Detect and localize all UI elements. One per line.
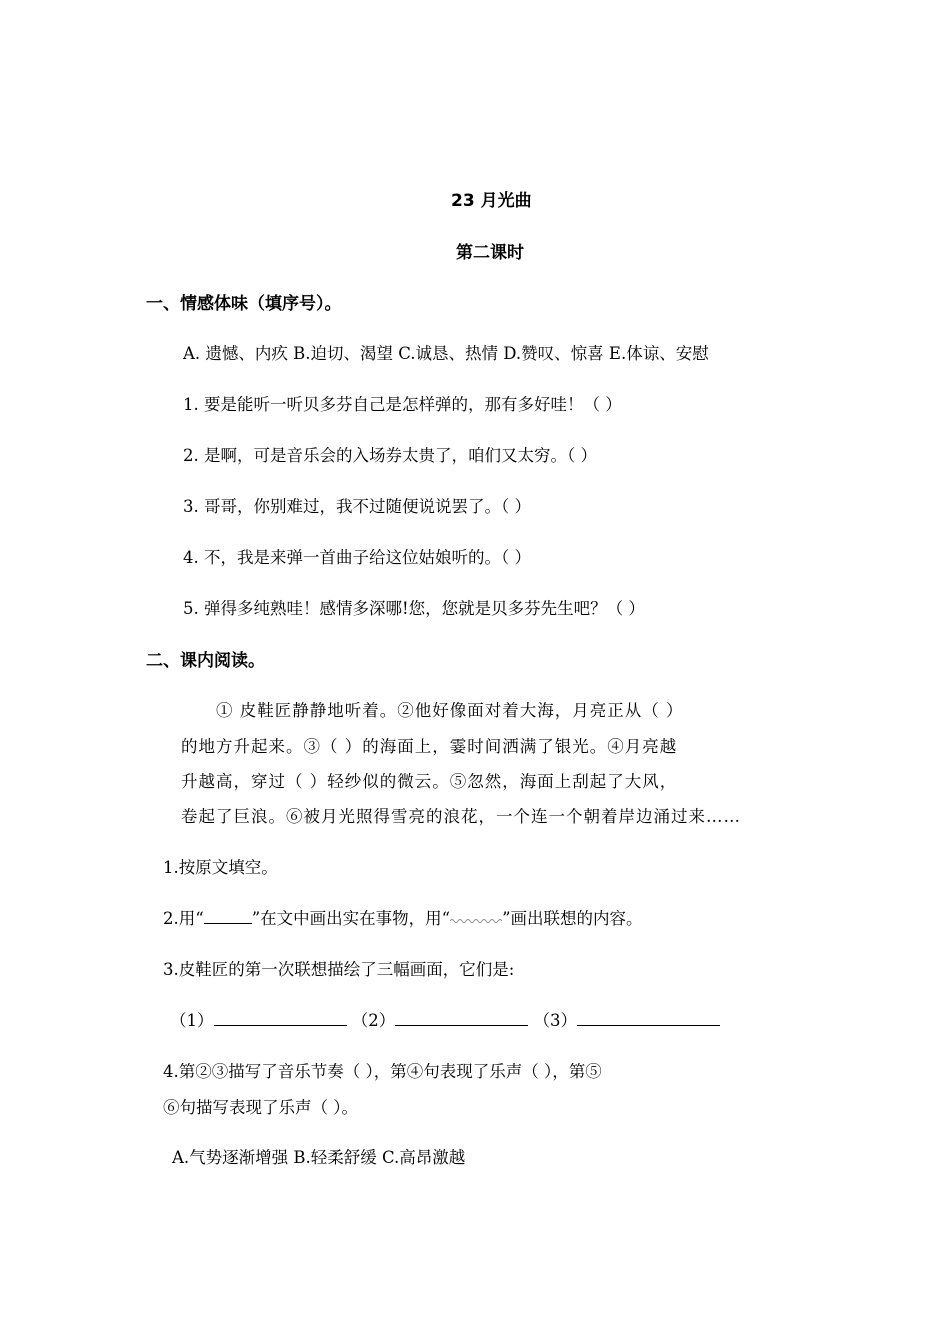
question-2-prefix: 2.用“ [163,909,204,928]
section1-options: A. 遗憾、内疚 B.迫切、渴望 C.诚恳、热情 D.赞叹、惊喜 E.体谅、安慰 [183,344,709,363]
question-4-options: A.气势逐渐增强 B.轻柔舒缓 C.高昂激越 [172,1148,466,1167]
answer-label-3: （3） [533,1011,577,1030]
question-3: 3.皮鞋匠的第一次联想描绘了三幅画面，它们是: [163,960,515,979]
answer-blank-3[interactable] [577,1024,720,1026]
section1-item-2: 2. 是啊，可是音乐会的入场券太贵了，咱们又太穷。（ ） [183,446,597,465]
question-4-line-1: 4.第②③描写了音乐节奏（ ），第④句表现了乐声（ ），第⑤ [163,1062,602,1081]
passage-line-2: 的地方升起来。③（ ）的海面上，霎时间洒满了银光。④月亮越 [181,737,678,756]
answer-blanks-row [170,1007,720,1031]
passage-line-3: 升越高，穿过（ ）轻纱似的微云。⑤忽然，海面上刮起了大风， [181,772,678,791]
answer-label-1: （1） [170,1011,214,1030]
question-1: 1.按原文填空。 [163,858,278,877]
wavy-line-sample [450,914,502,924]
question-2-mid: ”在文中画出实在事物，用“ [251,909,451,928]
straight-line-sample [204,922,252,924]
section1-item-1: 1. 要是能听一听贝多芬自己是怎样弹的，那有多好哇！（ ） [183,395,622,414]
question-2-suffix: ”画出联想的内容。 [502,909,643,928]
page-subtitle: 第二课时 [456,243,524,263]
passage-line-4: 卷起了巨浪。⑥被月光照得雪亮的浪花，一个连一个朝着岸边涌过来…… [181,807,741,826]
question-4-line-2: ⑥句描写表现了乐声（ ）。 [163,1098,358,1117]
section1-heading: 一、情感体味（填序号）。 [146,294,342,314]
section2-heading: 二、课内阅读。 [146,651,265,671]
answer-label-2: （2） [351,1011,396,1030]
section1-item-3: 3. 哥哥，你别难过，我不过随便说说罢了。（ ） [183,497,531,516]
section1-item-5: 5. 弹得多纯熟哇！感情多深哪!您，您就是贝多芬先生吧？（ ） [183,599,645,618]
section1-item-4: 4. 不，我是来弹一首曲子给这位姑娘听的。（ ） [183,548,531,567]
answer-blank-1[interactable] [214,1024,347,1026]
passage-line-1: ① 皮鞋匠静静地听着。②他好像面对着大海，月亮正从（ ） [216,701,684,720]
question-2 [163,905,643,929]
page-title: 23 月光曲 [451,191,532,211]
answer-blank-2[interactable] [395,1024,528,1026]
